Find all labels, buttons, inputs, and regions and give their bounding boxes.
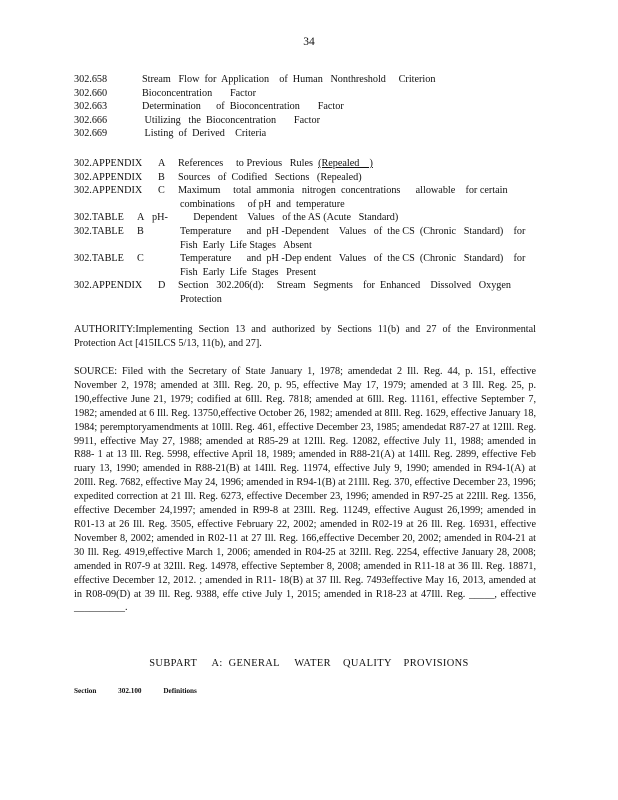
- appendix-number: 302.APPENDIX: [74, 171, 143, 183]
- appendix-letter: A: [158, 158, 166, 169]
- subpart-heading: SUBPART A: GENERAL WATER QUALITY PROVISIONS: [149, 658, 469, 669]
- repealed-note: (Repealed ): [318, 158, 373, 169]
- section-label: Section: [74, 687, 97, 695]
- section-number: 302.666: [74, 114, 108, 126]
- section-number: 302.660: [74, 87, 108, 99]
- section-title: Bioconcentration Factor: [142, 87, 257, 99]
- page-number: 34: [303, 36, 315, 48]
- appendix-letter: C: [158, 185, 165, 197]
- section-number: 302.658: [74, 74, 108, 85]
- section-row: [74, 114, 544, 128]
- section-list: [74, 73, 544, 141]
- appendix-number: 302.TABLE: [74, 225, 124, 237]
- appendix-row: [74, 211, 544, 225]
- appendix-row: [74, 171, 544, 185]
- appendix-title: Temperature and pH -Dependent Values of the CS (Chronic Standard) for: [180, 225, 526, 237]
- section-heading: [74, 687, 217, 695]
- appendix-title: Maximum total ammonia nitrogen concentrations allowable for certain: [178, 185, 508, 197]
- section-row: [74, 87, 544, 101]
- appendix-letter: A: [137, 212, 145, 224]
- appendix-row: [74, 184, 544, 198]
- appendix-letter: B: [137, 225, 144, 237]
- appendix-letter: C: [137, 253, 144, 265]
- section-number: 302.663: [74, 101, 108, 113]
- authority-paragraph: AUTHORITY:Implementing Section 13 and authorized by Sections 11(b) and 27 of the Environmental Protection Act [415ILCS 5/13, 11(b), and 27].: [74, 324, 536, 349]
- appendix-number: 302.TABLE: [74, 212, 124, 224]
- appendix-row: [74, 157, 544, 171]
- appendix-title: Sources of Codified Sections (Repealed): [178, 171, 362, 183]
- appendix-letter: B: [158, 171, 165, 183]
- appendix-continuation: Fish Early Life Stages Present: [180, 266, 317, 278]
- section-number: 302.669: [74, 128, 108, 140]
- section-heading-number: 302.100: [118, 687, 142, 695]
- appendix-row: [74, 225, 544, 239]
- section-title: Stream Flow for Application of Human Nonthreshold Criterion: [142, 74, 436, 85]
- section-title: Utilizing the Bioconcentration Factor: [142, 114, 320, 126]
- appendix-title: References to Previous Rules: [178, 158, 319, 169]
- appendix-title: pH- Dependent Values of the AS (Acute Standard): [152, 212, 399, 224]
- appendix-row: [74, 279, 544, 293]
- appendix-number: 302.APPENDIX: [74, 185, 143, 197]
- section-heading-title: Definitions: [163, 687, 197, 695]
- appendix-letter: D: [158, 280, 166, 292]
- appendix-list: [74, 157, 544, 307]
- appendix-title: Temperature and pH -Dep endent Values of the CS (Chronic Standard) for: [180, 253, 526, 265]
- appendix-number: 302.TABLE: [74, 253, 124, 265]
- appendix-number: 302.APPENDIX: [74, 280, 143, 292]
- appendix-title: Section 302.206(d): Stream Segments for Enhanced Dissolved Oxygen: [178, 280, 512, 292]
- section-row: [74, 73, 544, 87]
- appendix-row: [74, 252, 544, 266]
- section-title: Listing of Derived Criteria: [142, 128, 267, 140]
- section-row: [74, 100, 544, 114]
- appendix-continuation: combinations of pH and temperature: [180, 198, 345, 210]
- section-title: Determination of Bioconcentration Factor: [142, 101, 344, 113]
- appendix-number: 302.APPENDIX: [74, 158, 143, 169]
- source-paragraph: SOURCE: Filed with the Secretary of State January 1, 1978; amendedat 2 Ill. Reg. 44, p. 151, effective November 2, 1978; amended at 3Ill. Reg. 20, p. 95, effective May 17, 1979; amended at 3 Ill. Reg. 25, p. 190,effective June 21, 1979; codified at 6Ill. Reg. 7818; amended at 6Ill. Reg. 11161, effective September 7, 1982; amended at 6 Ill. Reg. 13750,effective October 26, 1982; amended at 8Ill. Reg. 1629, effective January 18, 1984; peremptoryamendments at 10Ill. Reg. 461, effective December 23, 1985; amendedat R87-27 at 12Ill. Reg. 9911, effective May 27, 1988; amended at R85-29 at 12Ill. Reg. 12082, effective July 11, 1988; amended in R88- 1 at 13 Ill. Reg. 5998, effective April 18, 1989; amended in R88-21(A) at 14Ill. Reg. 2899, effective Feb ruary 13, 1990; amended in R88-21(B) at 14Ill. Reg. 11974, effective July 9, 1990; amended in R94-1(A) at 20Ill. Reg. 7682, effective May 24, 1996; amended in R94-1(B) at 21Ill. Reg. 370, effective December 23, 1996; expedited correction at 21 Ill. Reg. 6273, effective December 23, 1996; amended in R97-25 at 22Ill. Reg. 1356, effective December 24,1997; amended in R99-8 at 23Ill. Reg. 11249, effective August 26,1999; amended in R01-13 at 26 Ill. Reg. 3505, effective February 22, 2002; amended in R02-19 at 26 Ill. Reg. 16931, effective November 8, 2002; amended in R02-11 at 27 Ill. Reg. 166,effective December 20, 2002; amended in R04-21 at 30 Ill. Reg. 4919,effective March 1, 2006; amended in R04-25 at 32Ill. Reg. 2254, effective January 28, 2008; amended in R07-9 at 32Ill. Reg. 14978, effective September 8, 2008; amended in R11-18 at 36 Ill. Reg. 18871, effective December 12, 2012. ; amended in R11- 18(B) at 37 Ill. Reg. 7493effective May 16, 2013, amended at in R08-09(D) at 39 Ill. Reg. 9388, effe ctive July 1, 2015; amended in R18-23 at 47Ill. Reg. _____, effective __________.: [74, 366, 536, 614]
- appendix-continuation: Protection: [180, 293, 222, 305]
- section-row: [74, 127, 544, 141]
- appendix-continuation: Fish Early Life Stages Absent: [180, 239, 312, 251]
